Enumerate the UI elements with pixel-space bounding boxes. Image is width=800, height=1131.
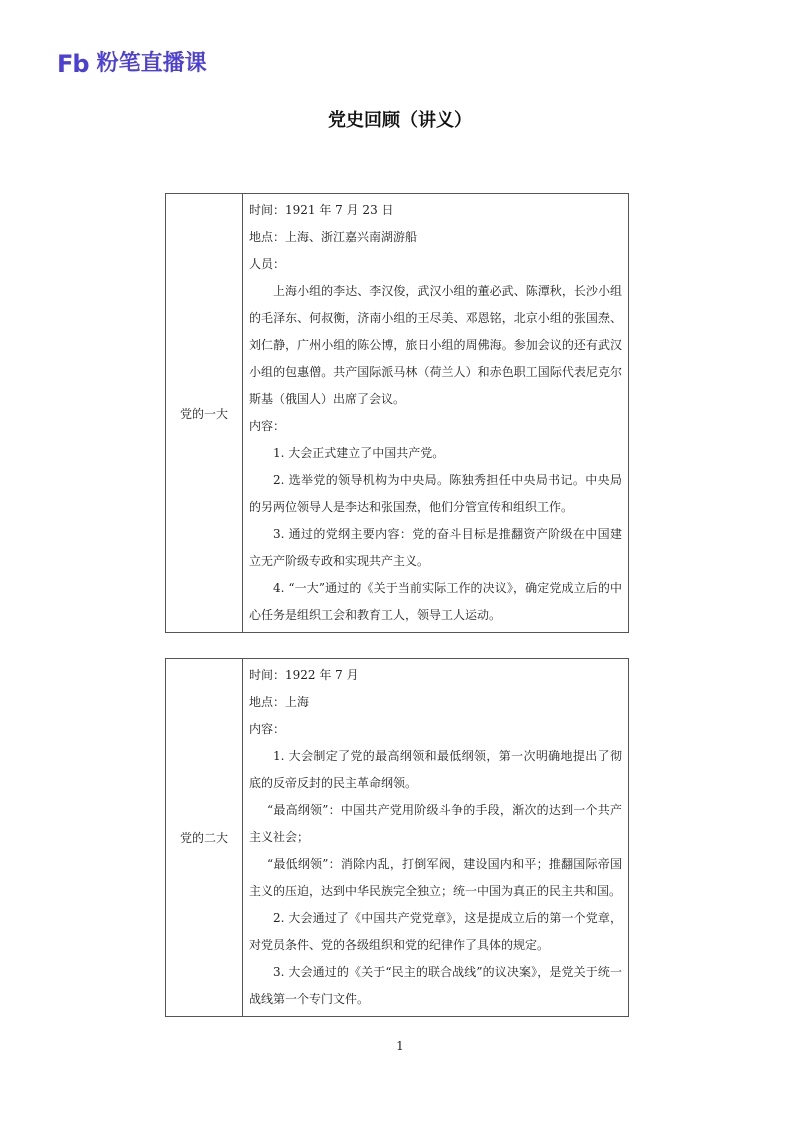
session-content [243, 194, 629, 633]
content-item: 4. “一大”通过的《关于当前实际工作的决议》，确定党成立后的中心任务是组织工会和教育工人，领导工人运动。 [249, 581, 622, 622]
session-place: 地点：上海 [249, 695, 310, 709]
session-content-label: 内容： [249, 722, 286, 736]
session-time: 时间：1922 年 7 月 [249, 668, 359, 682]
content-item: 2. 大会通过了《中国共产党党章》，这是提成立后的第一个党章，对党员条件、党的各级组织和党的纪律作了具体的规定。 [249, 911, 622, 952]
content-item: 3. 通过的党纲主要内容：党的奋斗目标是推翻资产阶级在中国建立无产阶级专政和实现共产主义。 [249, 527, 622, 568]
content-item: 2. 选举党的领导机构为中央局。陈独秀担任中央局书记。中央局的另两位领导人是李达和张国焘，他们分管宣传和组织工作。 [249, 473, 622, 514]
session-content [243, 659, 629, 1017]
content-item: “最低纲领”：消除内乱，打倒军阀，建设国内和平；推翻国际帝国主义的压迫，达到中华民族完全独立；统一中国为真正的民主共和国。 [249, 857, 622, 898]
brand-logo-mark: Fb [57, 50, 89, 78]
session-content-label: 内容： [249, 419, 286, 433]
content-item: 3. 大会通过的《关于“民主的联合战线”的议决案》，是党关于统一战线第一个专门文件。 [249, 965, 622, 1006]
session-table-second-congress [165, 658, 629, 1017]
content-item: “最高纲领”：中国共产党用阶级斗争的手段，渐次的达到一个共产主义社会； [249, 803, 622, 844]
session-people-label: 人员： [249, 257, 286, 271]
brand-logo [57, 52, 207, 76]
brand-logo-text: 粉笔直播课 [96, 51, 207, 76]
session-place: 地点：上海、浙江嘉兴南湖游船 [249, 230, 418, 244]
session-table-first-congress [165, 193, 629, 633]
session-people-text: 上海小组的李达、李汉俊，武汉小组的董必武、陈潭秋，长沙小组的毛泽东、何叔衡，济南小组的王尽美、邓恩铭，北京小组的张国焘、刘仁静，广州小组的陈公博，旅日小组的周佛海。参加会议的还有武汉小组的包惠僧。共产国际派马林（荷兰人）和赤色职工国际代表尼克尔斯基（俄国人）出席了会议。 [249, 284, 622, 406]
session-label: 党的二大 [166, 659, 243, 1017]
session-time: 时间：1921 年 7 月 23 日 [249, 203, 394, 217]
session-label: 党的一大 [166, 194, 243, 633]
document-title: 党史回顾（讲义） [328, 110, 472, 131]
content-item: 1. 大会制定了党的最高纲领和最低纲领，第一次明确地提出了彻底的反帝反封的民主革命纲领。 [249, 749, 622, 790]
content-item: 1. 大会正式建立了中国共产党。 [273, 446, 445, 460]
page-number: 1 [396, 1039, 404, 1053]
